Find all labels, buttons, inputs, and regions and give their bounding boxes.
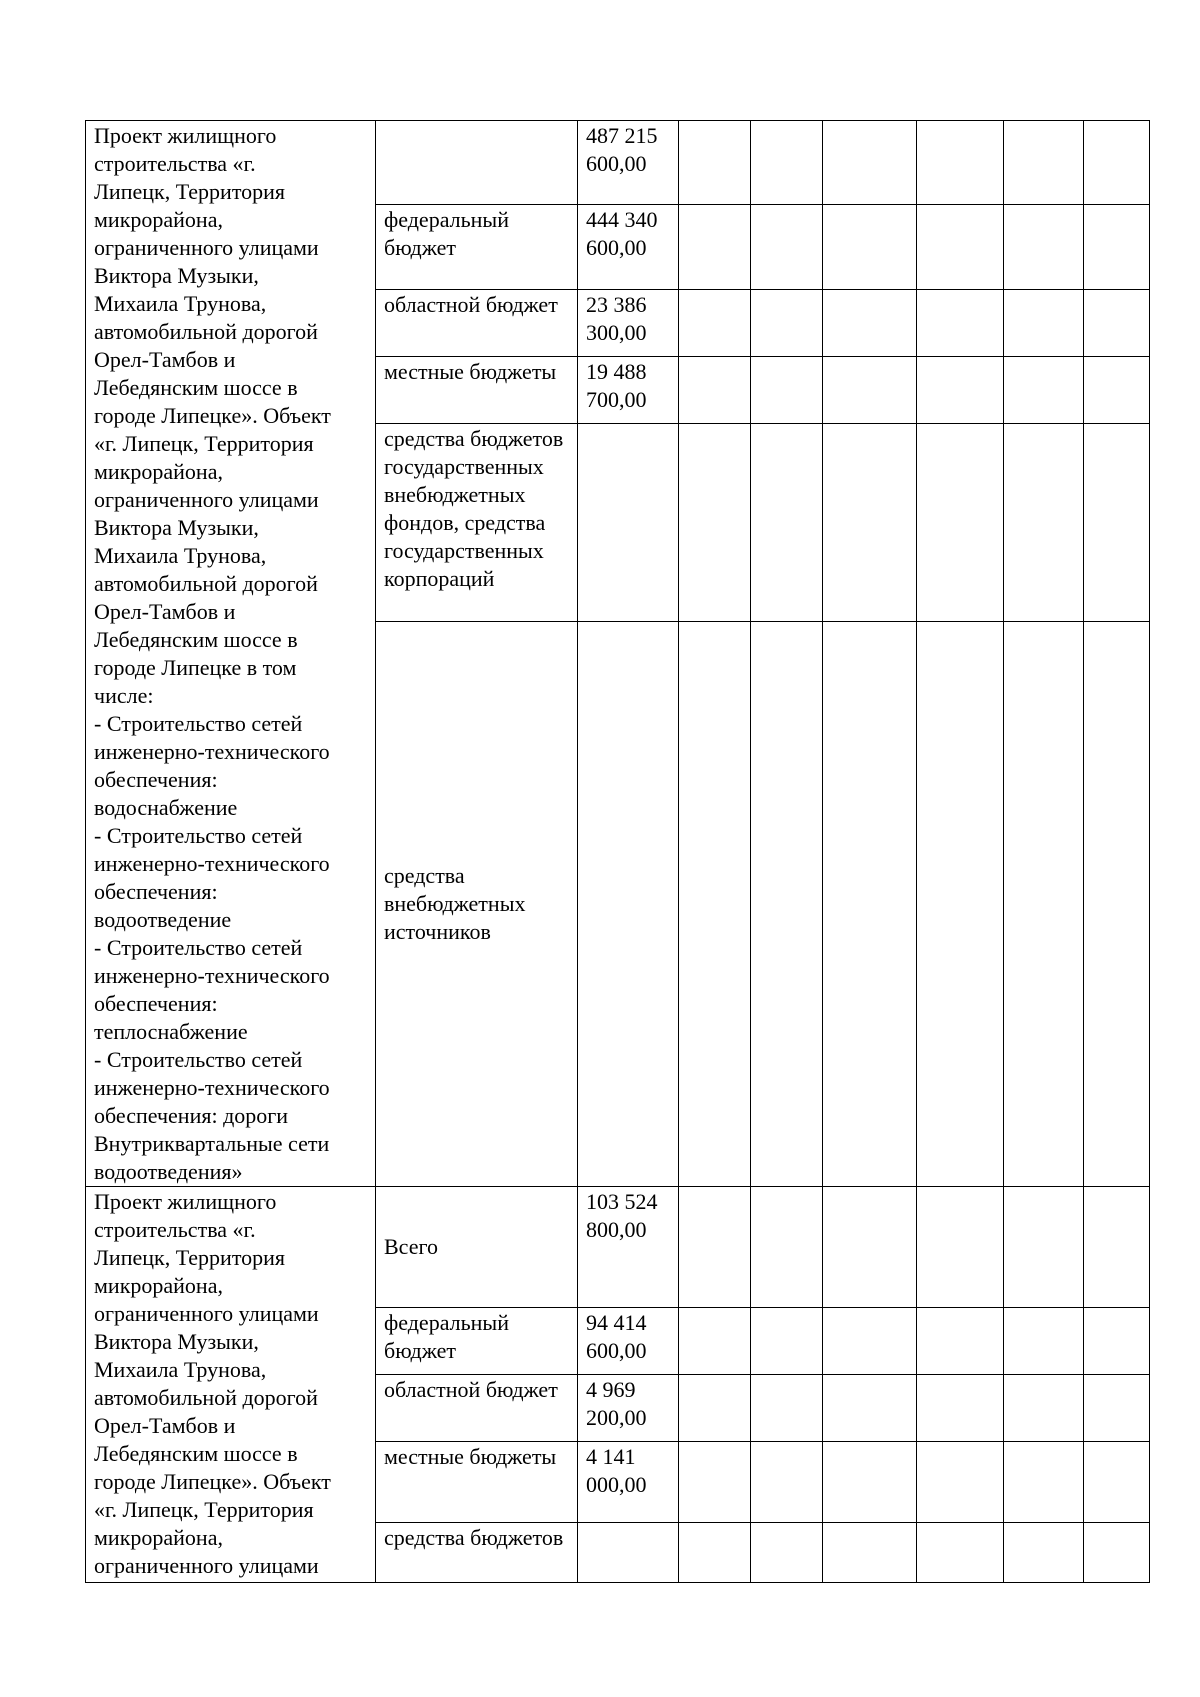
funding-amount: 19 488 700,00 (578, 357, 679, 424)
table-row (86, 121, 1150, 205)
empty-cell (1084, 1187, 1150, 1308)
funding-source: средства бюджетов государственных внебюджетных фондов, средства государственных корпораций (376, 424, 578, 622)
empty-cell (679, 289, 751, 356)
empty-cell (679, 1375, 751, 1442)
empty-cell (751, 622, 823, 1187)
empty-cell (751, 1308, 823, 1375)
empty-cell (679, 1442, 751, 1523)
project-description: Проект жилищного строительства «г. Липецк, Территория микрорайона, ограниченного улицами Виктора Музыки, Михаила Трунова, автомобильной дорогой Орел-Тамбов и Лебедянским шоссе в городе Липецке». Объект «г. Липецк, Территория микрорайона, ограниченного улицами (86, 1187, 376, 1583)
funding-source: средства внебюджетных источников (376, 622, 578, 1187)
empty-cell (1084, 1308, 1150, 1375)
empty-cell (679, 1523, 751, 1583)
empty-cell (751, 289, 823, 356)
empty-cell (1004, 1523, 1084, 1583)
empty-cell (823, 1308, 917, 1375)
funding-amount (578, 1523, 679, 1583)
empty-cell (679, 205, 751, 289)
funding-amount (578, 622, 679, 1187)
funding-source: федеральный бюджет (376, 205, 578, 289)
empty-cell (1004, 205, 1084, 289)
empty-cell (751, 205, 823, 289)
empty-cell (1004, 121, 1084, 205)
empty-cell (1084, 1523, 1150, 1583)
empty-cell (751, 1523, 823, 1583)
empty-cell (679, 424, 751, 622)
empty-cell (1004, 357, 1084, 424)
empty-cell (823, 357, 917, 424)
funding-source: областной бюджет (376, 1375, 578, 1442)
empty-cell (1004, 1187, 1084, 1308)
funding-amount: 4 141 000,00 (578, 1442, 679, 1523)
budget-table (85, 120, 1150, 1583)
empty-cell (751, 1187, 823, 1308)
empty-cell (679, 1187, 751, 1308)
empty-cell (1084, 121, 1150, 205)
empty-cell (1084, 622, 1150, 1187)
empty-cell (1004, 1308, 1084, 1375)
empty-cell (917, 289, 1004, 356)
empty-cell (823, 1523, 917, 1583)
funding-source: местные бюджеты (376, 1442, 578, 1523)
funding-amount: 444 340 600,00 (578, 205, 679, 289)
funding-source: местные бюджеты (376, 357, 578, 424)
empty-cell (1084, 205, 1150, 289)
funding-source: Всего (376, 1187, 578, 1308)
empty-cell (823, 121, 917, 205)
empty-cell (917, 1375, 1004, 1442)
empty-cell (1004, 622, 1084, 1187)
empty-cell (823, 1375, 917, 1442)
funding-source: средства бюджетов (376, 1523, 578, 1583)
empty-cell (1084, 289, 1150, 356)
empty-cell (823, 424, 917, 622)
empty-cell (823, 622, 917, 1187)
empty-cell (679, 121, 751, 205)
empty-cell (823, 1187, 917, 1308)
empty-cell (1084, 424, 1150, 622)
empty-cell (917, 1308, 1004, 1375)
empty-cell (1004, 289, 1084, 356)
funding-amount (578, 424, 679, 622)
empty-cell (823, 1442, 917, 1523)
funding-amount: 23 386 300,00 (578, 289, 679, 356)
empty-cell (917, 205, 1004, 289)
empty-cell (917, 121, 1004, 205)
empty-cell (917, 1442, 1004, 1523)
empty-cell (917, 357, 1004, 424)
empty-cell (679, 357, 751, 424)
empty-cell (823, 205, 917, 289)
empty-cell (917, 424, 1004, 622)
project-description: Проект жилищного строительства «г. Липецк, Территория микрорайона, ограниченного улицами Виктора Музыки, Михаила Трунова, автомобильной дорогой Орел-Тамбов и Лебедянским шоссе в городе Липецке». Объект «г. Липецк, Территория микрорайона, ограниченного улицами Виктора Музыки, Михаила Трунова, автомобильной дорогой Орел-Тамбов и Лебедянским шоссе в городе Липецке в том числе: - Строительство сетей инженерно-технического обеспечения: водоснабжение - Строительство сетей инженерно-технического обеспечения: водоотведение - Строительство сетей инженерно-технического обеспечения: теплоснабжение - Строительство сетей инженерно-технического обеспечения: дороги Внутриквартальные сети водоотведения» (86, 121, 376, 1187)
empty-cell (917, 1187, 1004, 1308)
empty-cell (1084, 1442, 1150, 1523)
empty-cell (1004, 1375, 1084, 1442)
empty-cell (1004, 424, 1084, 622)
empty-cell (751, 121, 823, 205)
funding-source (376, 121, 578, 205)
empty-cell (917, 1523, 1004, 1583)
table-row (86, 1187, 1150, 1308)
empty-cell (823, 289, 917, 356)
funding-amount: 103 524 800,00 (578, 1187, 679, 1308)
empty-cell (1004, 1442, 1084, 1523)
funding-source: областной бюджет (376, 289, 578, 356)
empty-cell (751, 357, 823, 424)
funding-amount: 94 414 600,00 (578, 1308, 679, 1375)
empty-cell (1084, 357, 1150, 424)
funding-amount: 487 215 600,00 (578, 121, 679, 205)
funding-source: федеральный бюджет (376, 1308, 578, 1375)
empty-cell (1084, 1375, 1150, 1442)
empty-cell (917, 622, 1004, 1187)
empty-cell (679, 622, 751, 1187)
empty-cell (751, 1442, 823, 1523)
funding-amount: 4 969 200,00 (578, 1375, 679, 1442)
empty-cell (751, 1375, 823, 1442)
empty-cell (751, 424, 823, 622)
empty-cell (679, 1308, 751, 1375)
